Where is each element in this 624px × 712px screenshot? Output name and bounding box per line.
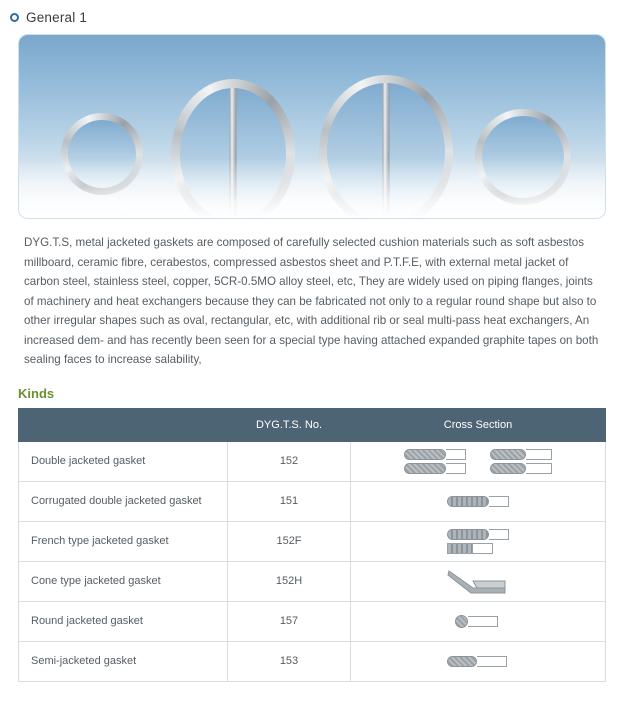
- table-row: [19, 521, 606, 561]
- row-name: Round jacketed gasket: [19, 601, 228, 641]
- row-name: French type jacketed gasket: [19, 521, 228, 561]
- row-name: Double jacketed gasket: [19, 441, 228, 481]
- corrugated-double-jacketed-icon: [447, 496, 509, 507]
- kinds-table: [18, 408, 606, 682]
- row-cross-section: [351, 601, 606, 641]
- row-number: 157: [228, 601, 351, 641]
- product-photo: [18, 34, 606, 219]
- ring-bullet-icon: [10, 13, 19, 22]
- double-jacketed-variant-icon: [490, 449, 552, 474]
- column-header-name: [19, 408, 228, 441]
- row-cross-section: [351, 521, 606, 561]
- row-number: 152: [228, 441, 351, 481]
- description-paragraph: DYG.T.S, metal jacketed gaskets are composed of carefully selected cushion materials such as soft asbestos millboard, ceramic fibre, cerabestos, compressed asbestos sheet and P.T.F.E, with external metal jacket of carbon steel, stainless steel, copper, 5CR-0.5MO alloy steel, etc, They are widely used on piping flanges, joints of machinery and heat exchangers because they can be fabricated not only to a regular round shape but also to other irregular shapes such as oval, rectangular, etc, with additional rib or seal multi-pass heat exchangers, An increased dem- and has recently been seen for a special type having attached expanded graphite tapes on both sealing faces to increase salability,: [24, 236, 599, 366]
- photo-gradient-overlay: [19, 158, 605, 218]
- row-cross-section: [351, 561, 606, 601]
- row-number: 153: [228, 641, 351, 681]
- table-row: [19, 601, 606, 641]
- row-cross-section: [351, 441, 606, 481]
- row-cross-section: [351, 641, 606, 681]
- row-name: Cone type jacketed gasket: [19, 561, 228, 601]
- row-cross-section: [351, 481, 606, 521]
- row-name: Corrugated double jacketed gasket: [19, 481, 228, 521]
- column-header-number: DYG.T.S. No.: [228, 408, 351, 441]
- semi-jacketed-icon: [447, 656, 509, 667]
- row-number: 152H: [228, 561, 351, 601]
- cone-type-jacketed-icon: [351, 562, 605, 601]
- french-type-jacketed-icon: [351, 522, 605, 561]
- double-jacketed-icon: [404, 449, 466, 474]
- column-header-cross-section: Cross Section: [351, 408, 606, 441]
- page-title: General 1: [26, 9, 88, 25]
- table-row: [19, 641, 606, 681]
- table-header-row: [19, 408, 606, 441]
- description-block: [24, 233, 600, 370]
- round-jacketed-icon: [455, 616, 501, 627]
- cone-shape: [447, 568, 509, 594]
- table-row: [19, 481, 606, 521]
- row-name: Semi-jacketed gasket: [19, 641, 228, 681]
- page-header: [0, 0, 624, 28]
- table-row: [19, 561, 606, 601]
- row-number: 151: [228, 481, 351, 521]
- kinds-section-title: Kinds: [18, 385, 55, 401]
- table-row: [19, 441, 606, 481]
- row-number: 152F: [228, 521, 351, 561]
